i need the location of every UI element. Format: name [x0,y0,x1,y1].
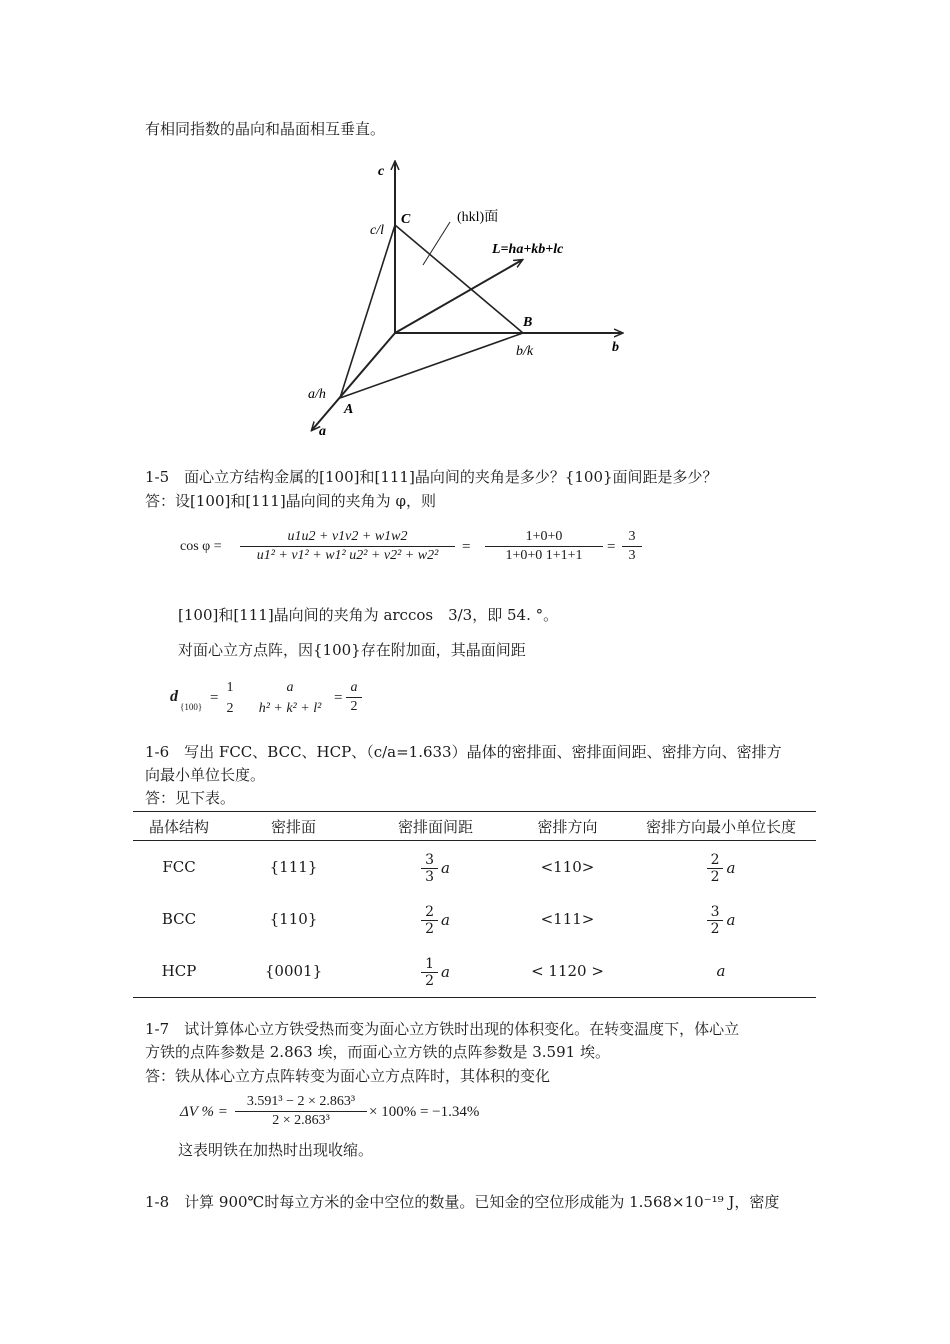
cos-fraction-3: 3 3 [622,528,642,565]
col-spacing: 密排面间距 [362,812,509,841]
q16-answer: 答：见下表。 [145,789,236,807]
cos-numerator-2: 1+0+0 [525,529,563,544]
close-packed-table [133,811,816,998]
q16-question-line2: 向最小单位长度。 [145,766,266,784]
col-min-length: 密排方向最小单位长度 [626,812,816,841]
dv-result: × 100% = −1.34% [369,1104,480,1120]
dv-label: ΔV % = [180,1104,228,1120]
q17-conclusion: 这表明铁在加热时出现收缩。 [178,1141,374,1159]
crystal-plane-figure [290,150,640,445]
q15-answer-intro: 答：设[100]和[111]晶向间的夹角为 φ，则 [145,492,436,510]
cos-fraction-1 [240,528,455,565]
d-subscript: {100} [180,702,203,712]
a-axis [312,333,395,430]
label-b-axis: b [612,340,619,355]
col-plane: 密排面 [225,812,362,841]
table-row: FCC {111} 3 3 a <110> 2 2 a [162,851,736,885]
vector-L [395,260,522,333]
table-header-row [133,812,816,841]
spacing-line: 对面心立方点阵，因{100}存在附加面，其晶面间距 [178,641,526,659]
table-row: HCP {0001} 1 2 a < 1120 > a [133,945,816,998]
label-point-A: A [344,402,354,417]
dv-fraction: 3.591³ − 2 × 2.863³ 2 × 2.863³ [235,1093,367,1130]
q18-question-line1: 1-8 计算 900℃时每立方米的金中空位的数量。已知金的空位形成能为 1.568×10⁻¹⁹ J，密度 [145,1193,780,1211]
half-fraction: 1 2 [226,680,234,716]
plane-pointer [423,222,450,265]
cos-fraction-2 [485,528,603,565]
cos-denominator-2: 1+0+0 1+1+1 [505,548,583,563]
q15-question: 1-5 面心立方结构金属的[100]和[111]晶向间的夹角是多少？{100}面间距是多少？ [145,468,718,486]
edge-CA [340,225,395,398]
col-direction: 密排方向 [509,812,626,841]
label-vector: L=ha+kb+lc [492,242,564,257]
hkl-fraction: a h² + k² + l² [258,680,322,716]
cos-numerator: u1u2 + v1v2 + w1w2 [287,529,408,544]
d-eq-2: = [334,690,343,706]
label-a-axis: a [319,424,326,439]
q17-question-line2: 方铁的点阵参数是 2.863 埃，而面心立方铁的点阵参数是 3.591 埃。 [145,1043,610,1061]
label-c-axis: c [378,164,385,179]
q17-question-line1: 1-7 试计算体心立方铁受热而变为面心立方铁时出现的体积变化。在转变温度下，体心立 [145,1020,740,1038]
q17-answer: 答：铁从体心立方点阵转变为面心立方点阵时，其体积的变化 [145,1067,551,1085]
label-c-intercept: c/l [370,223,384,238]
eq-2: = [607,539,616,555]
eq-1: = [462,539,471,555]
label-point-B: B [523,315,533,330]
table-row: BCC {110} 2 2 a <111> 3 2 a [161,903,736,937]
d-eq: = [210,690,219,706]
intro-line: 有相同指数的晶向和晶面相互垂直。 [145,120,386,138]
cos-denominator: u1² + v1² + w1² u2² + v2² + w2² [256,548,439,563]
cos-label: cos φ = [180,539,222,554]
label-plane: (hkl)面 [457,210,499,225]
result-fraction: a 2 [346,679,362,716]
angle-line: [100]和[111]晶向间的夹角为 arccos 3/3，即 54. °。 [178,606,559,624]
d-symbol: d [170,688,178,705]
label-b-intercept: b/k [516,344,534,359]
label-a-intercept: a/h [308,387,326,402]
col-structure: 晶体结构 [133,812,225,841]
q16-question-line1: 1-6 写出 FCC、BCC、HCP、（c/a=1.633）晶体的密排面、密排面间距、密排方向、密排方 [145,743,782,761]
label-point-C: C [401,212,411,227]
